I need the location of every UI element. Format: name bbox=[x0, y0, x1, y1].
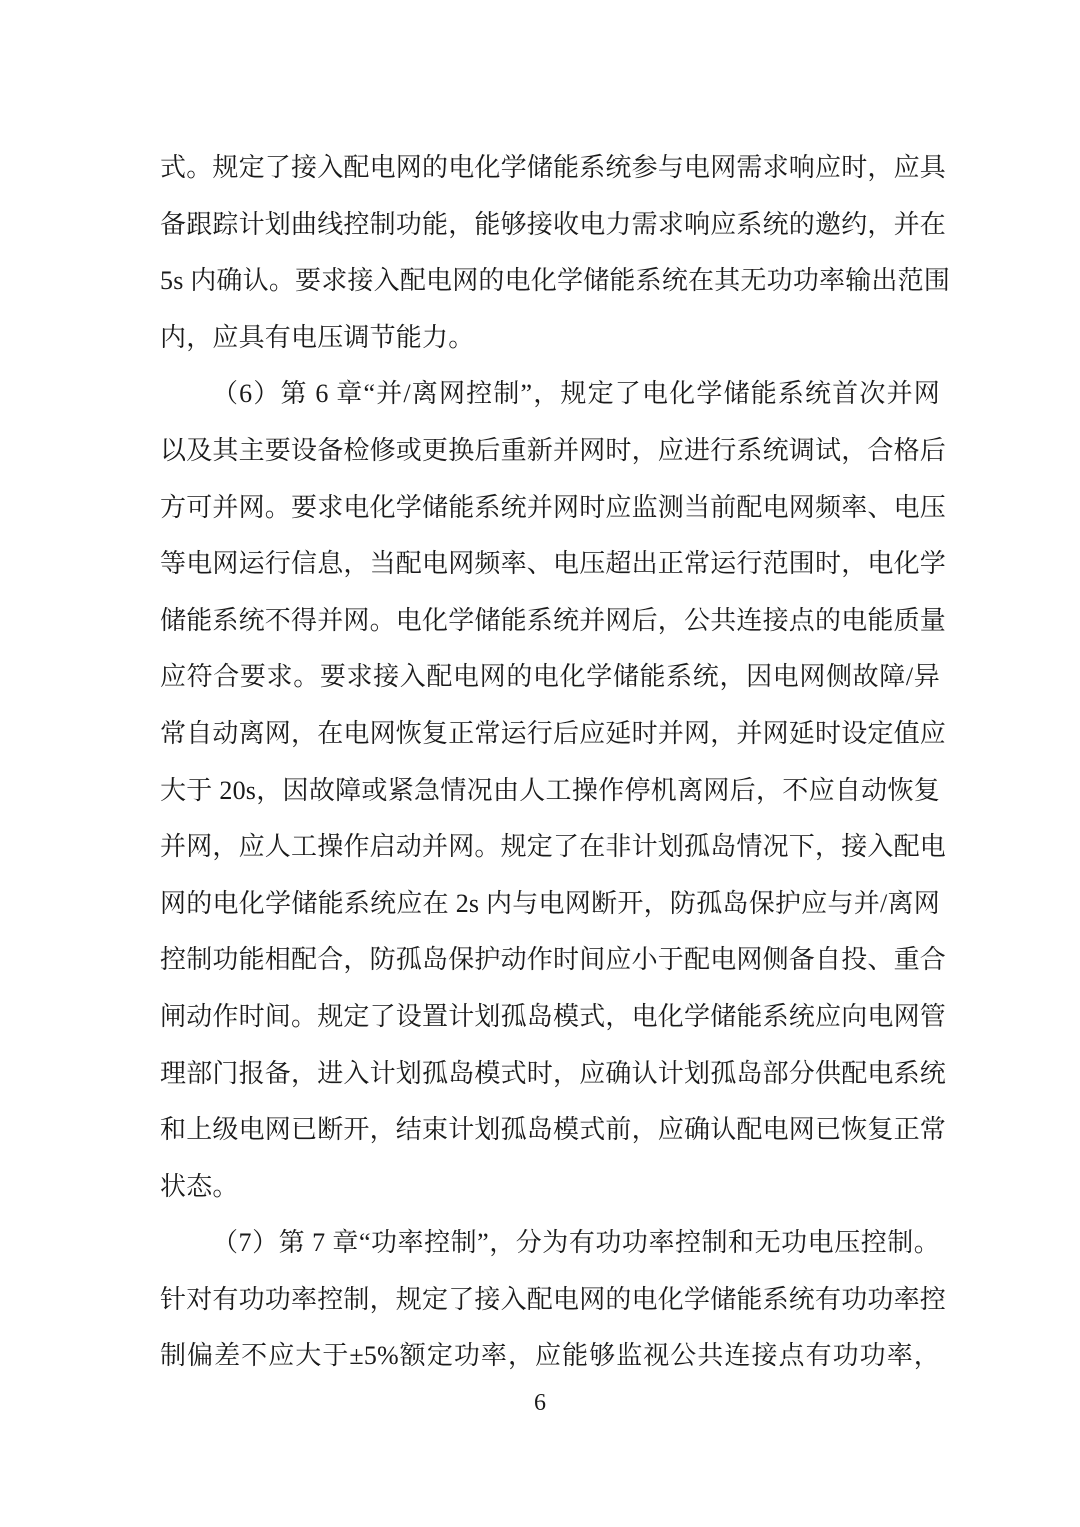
paragraph bbox=[160, 140, 951, 366]
text-line: 等电网运行信息，当配电网频率、电压超出正常运行范围时，电化学 bbox=[160, 549, 947, 579]
text-line: 闸动作时间。规定了设置计划孤岛模式，电化学储能系统应向电网管 bbox=[160, 1001, 947, 1031]
text-line: 控制功能相配合，防孤岛保护动作时间应小于配电网侧备自投、重合 bbox=[160, 945, 947, 975]
text-line: 并网，应人工操作启动并网。规定了在非计划孤岛情况下，接入配电 bbox=[160, 832, 947, 862]
paragraph bbox=[160, 1215, 947, 1385]
text-line: 制偏差不应大于±5%额定功率，应能够监视公共连接点有功功率， bbox=[160, 1341, 940, 1371]
text-line: （6）第 6 章“并/离网控制”，规定了电化学储能系统首次并网 bbox=[212, 379, 940, 409]
text-line: 方可并网。要求电化学储能系统并网时应监测当前配电网频率、电压 bbox=[160, 492, 947, 522]
text-line: 常自动离网，在电网恢复正常运行后应延时并网，并网延时设定值应 bbox=[160, 718, 947, 748]
document-body bbox=[160, 140, 951, 1385]
text-line: 理部门报备，进入计划孤岛模式时，应确认计划孤岛部分供配电系统 bbox=[160, 1058, 947, 1088]
text-line: 内，应具有电压调节能力。 bbox=[160, 322, 475, 352]
page-number: 6 bbox=[534, 1390, 546, 1416]
text-line: （7）第 7 章“功率控制”，分为有功功率控制和无功电压控制。 bbox=[212, 1228, 940, 1258]
text-line: 以及其主要设备检修或更换后重新并网时，应进行系统调试，合格后 bbox=[160, 435, 947, 465]
text-line: 式。规定了接入配电网的电化学储能系统参与电网需求响应时，应具 bbox=[160, 153, 947, 182]
text-line: 网的电化学储能系统应在 2s 内与电网断开，防孤岛保护应与并/离网 bbox=[160, 888, 940, 918]
text-line: 5s 内确认。要求接入配电网的电化学储能系统在其无功功率输出范围 bbox=[160, 266, 951, 296]
text-line: 大于 20s，因故障或紧急情况由人工操作停机离网后，不应自动恢复 bbox=[160, 775, 940, 805]
text-line: 针对有功功率控制，规定了接入配电网的电化学储能系统有功功率控 bbox=[160, 1284, 947, 1314]
text-line: 储能系统不得并网。电化学储能系统并网后，公共连接点的电能质量 bbox=[160, 605, 947, 635]
text-line: 状态。 bbox=[160, 1171, 239, 1201]
paragraph bbox=[160, 366, 947, 1215]
text-line: 应符合要求。要求接入配电网的电化学储能系统，因电网侧故障/异 bbox=[160, 662, 940, 692]
text-line: 备跟踪计划曲线控制功能，能够接收电力需求响应系统的邀约，并在 bbox=[160, 209, 947, 239]
text-line: 和上级电网已断开，结束计划孤岛模式前，应确认配电网已恢复正常 bbox=[160, 1115, 947, 1145]
